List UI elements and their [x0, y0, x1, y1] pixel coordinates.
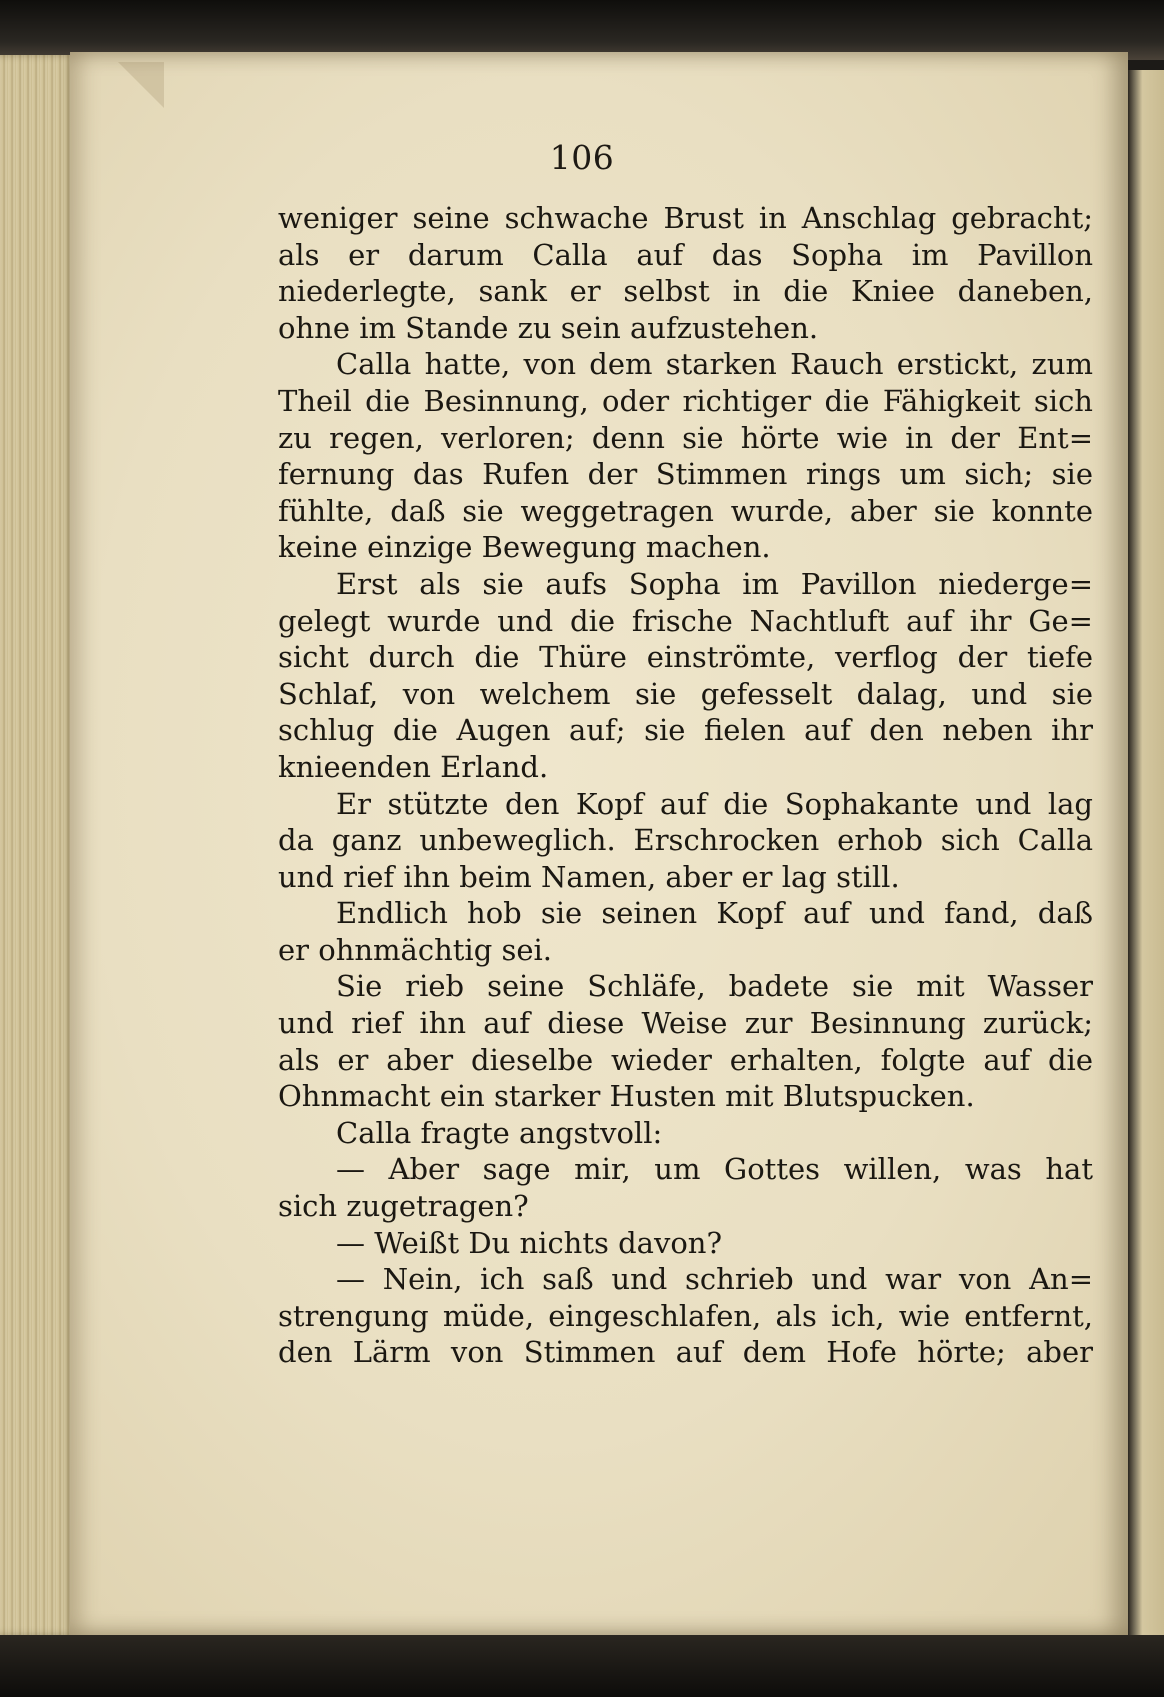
text-line: und rief ihn auf diese Weise zur Besinnung zurück;	[278, 1006, 1093, 1041]
text-line: fühlte, daß sie weggetragen wurde, aber sie konnte	[278, 493, 1093, 528]
text-line: schlug die Augen auf; sie fielen auf den neben ihr	[278, 713, 1093, 748]
page-corner-fold	[118, 62, 164, 108]
stacked-page-edges	[0, 55, 75, 1635]
text-line: knieenden Erland.	[278, 749, 549, 784]
facing-page-edge	[1128, 70, 1164, 1635]
text-line: den Lärm von Stimmen auf dem Hofe hörte; aber	[278, 1335, 1093, 1370]
body-text	[278, 200, 1093, 1371]
text-line: Schlaf, von welchem sie gefesselt dalag, und sie	[278, 676, 1093, 711]
text-line: weniger seine schwache Brust in Anschlag gebracht;	[278, 201, 1093, 235]
text-line: als er darum Calla auf das Sopha im Pavillon	[278, 237, 1093, 272]
text-line: Calla hatte, von dem starken Rauch erstickt, zum	[336, 347, 1093, 382]
text-line: fernung das Rufen der Stimmen rings um sich; sie	[278, 457, 1093, 492]
text-line: — Nein, ich saß und schrieb und war von An=	[336, 1262, 1093, 1297]
text-line: und rief ihn beim Namen, aber er lag still.	[278, 859, 900, 894]
text-line: sicht durch die Thüre einströmte, verflog der tiefe	[278, 640, 1093, 675]
text-line: Theil die Besinnung, oder richtiger die Fähigkeit sich	[278, 383, 1093, 418]
text-line: Er stützte den Kopf auf die Sophakante und lag	[336, 786, 1093, 821]
text-line: als er aber dieselbe wieder erhalten, folgte auf die	[278, 1042, 1093, 1077]
book-bottom-edge	[0, 1635, 1164, 1697]
text-line: Sie rieb seine Schläfe, badete sie mit Wasser	[336, 969, 1093, 1004]
text-line: da ganz unbeweglich. Erschrocken erhob sich Calla	[278, 823, 1093, 858]
text-line: zu regen, verloren; denn sie hörte wie in der Ent=	[278, 420, 1093, 455]
text-line: Calla fragte angstvoll:	[336, 1115, 663, 1150]
text-line: — Aber sage mir, um Gottes willen, was hat	[336, 1152, 1093, 1187]
text-line: strengung müde, eingeschlafen, als ich, wie entfernt,	[278, 1298, 1093, 1333]
text-line: — Weißt Du nichts davon?	[336, 1225, 723, 1260]
page-number: 106	[549, 138, 615, 177]
text-line: Erst als sie aufs Sopha im Pavillon niederge=	[336, 566, 1093, 601]
text-line: gelegt wurde und die frische Nachtluft auf ihr Ge=	[278, 603, 1093, 638]
text-line: niederlegte, sank er selbst in die Kniee daneben,	[278, 274, 1093, 309]
text-line: sich zugetragen?	[278, 1189, 529, 1224]
text-line: Ohnmacht ein starker Husten mit Blutspucken.	[278, 1079, 975, 1114]
text-line: er ohnmächtig sei.	[278, 932, 553, 967]
text-line: ohne im Stande zu sein aufzustehen.	[278, 310, 819, 345]
text-line: Endlich hob sie seinen Kopf auf und fand, daß	[336, 896, 1093, 931]
book-top-edge	[0, 0, 1164, 60]
text-line: keine einzige Bewegung machen.	[278, 530, 771, 565]
